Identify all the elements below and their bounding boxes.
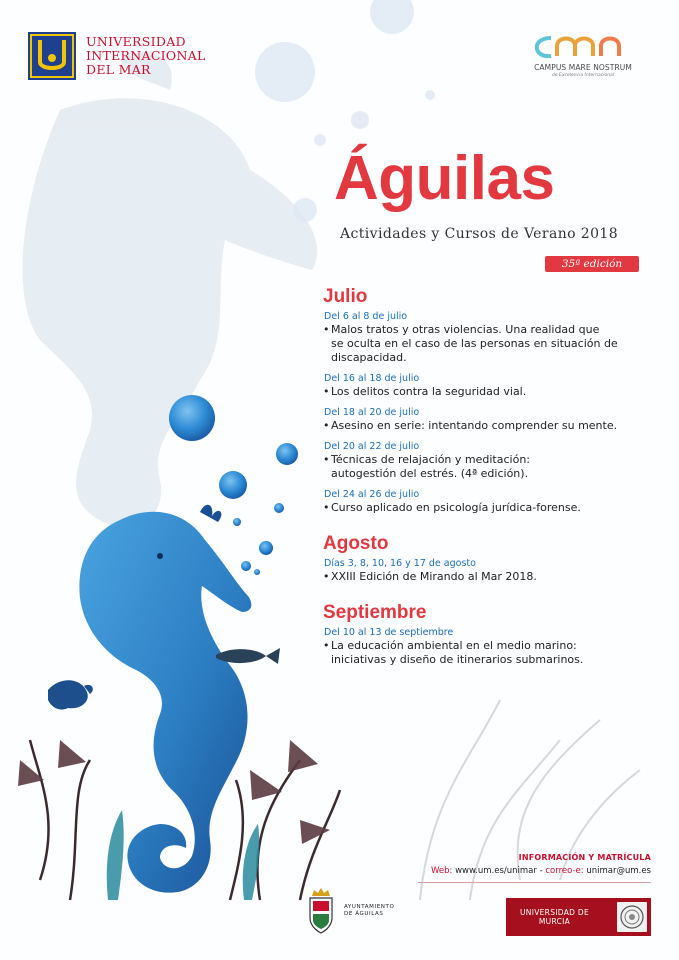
event-date: Del 20 al 22 de julio xyxy=(324,441,420,452)
event-title-line: iniciativas y diseño de itinerarios submarinos. xyxy=(331,653,584,666)
event-title: • Curso aplicado en psicología jurídica-forense. xyxy=(320,501,665,515)
ayuntamiento-line-1: AYUNTAMIENTO xyxy=(344,904,395,910)
event-item xyxy=(320,489,665,515)
unimar-emblem-icon xyxy=(28,32,76,80)
month-heading-septiembre: Septiembre xyxy=(323,602,427,623)
event-item xyxy=(320,373,665,399)
event-title-line: se oculta en el caso de las personas en situación de xyxy=(331,337,618,350)
campus-name: CAMPUS MARE NOSTRUM xyxy=(534,63,632,72)
ayuntamiento-name xyxy=(344,904,394,918)
ayuntamiento-logo xyxy=(306,888,394,934)
unimar-line-2: INTERNACIONAL xyxy=(86,48,206,63)
event-title-line: autogestión del estrés. (4ª edición). xyxy=(331,467,529,480)
event-title: • XXIII Edición de Mirando al Mar 2018. xyxy=(320,570,665,584)
email-label: correo-e: xyxy=(545,866,584,876)
event-title-line: • La educación ambiental en el medio marino: xyxy=(331,639,577,652)
turtle xyxy=(48,680,93,709)
edition-badge: 35ª edición xyxy=(545,256,639,272)
info-block xyxy=(431,853,651,876)
event-date: Del 10 al 13 de septiembre xyxy=(324,627,454,638)
program-list xyxy=(320,286,665,675)
event-title: • Asesino en serie: intentando comprender su mente. xyxy=(320,419,665,433)
unimar-name xyxy=(86,35,206,77)
ayuntamiento-line-2: DE ÁGUILAS xyxy=(344,911,384,917)
um-seal-icon xyxy=(617,902,647,932)
page-title: Águilas xyxy=(334,144,555,213)
event-title xyxy=(320,639,665,667)
campus-tagline: de Excelencia Internacional xyxy=(551,73,615,78)
event-item xyxy=(320,311,665,365)
ghost-seahorse xyxy=(23,52,318,528)
um-line-2: MURCIA xyxy=(538,917,571,926)
universidad-murcia-logo xyxy=(506,898,651,936)
event-item xyxy=(320,627,665,667)
email-link[interactable]: unimar@um.es xyxy=(586,866,651,876)
event-item xyxy=(320,441,665,481)
info-contact xyxy=(431,866,651,876)
event-date: Del 18 al 20 de julio xyxy=(324,407,420,418)
info-heading: INFORMACIÓN Y MATRÍCULA xyxy=(518,853,651,862)
um-line-1: UNIVERSIDAD DE xyxy=(520,908,590,917)
unimar-logo xyxy=(28,32,206,80)
event-item xyxy=(320,558,665,584)
event-title-line: • Malos tratos y otras violencias. Una realidad que xyxy=(331,323,600,336)
event-title: • Los delitos contra la seguridad vial. xyxy=(320,385,665,399)
event-date: Días 3, 8, 10, 16 y 17 de agosto xyxy=(324,558,476,569)
event-title xyxy=(320,323,665,365)
blue-seahorse xyxy=(79,505,251,893)
month-heading-agosto: Agosto xyxy=(323,533,389,554)
event-item xyxy=(320,407,665,433)
seal-icon xyxy=(619,904,645,930)
divider xyxy=(418,882,651,883)
unimar-line-1: UNIVERSIDAD xyxy=(86,34,186,49)
event-title-line: • Técnicas de relajación y meditación: xyxy=(331,453,530,466)
event-date: Del 24 al 26 de julio xyxy=(324,489,420,500)
web-label: Web: xyxy=(430,866,453,876)
coat-of-arms-icon xyxy=(306,888,336,934)
contact-separator: - xyxy=(539,866,546,876)
um-name xyxy=(506,908,589,926)
month-heading-julio: Julio xyxy=(323,286,368,307)
campus-mare-nostrum-logo xyxy=(523,34,643,78)
event-date: Del 16 al 18 de julio xyxy=(324,373,420,384)
event-date: Del 6 al 8 de julio xyxy=(324,311,408,322)
web-link[interactable]: www.um.es/unimar xyxy=(455,866,537,876)
event-title-line: discapacidad. xyxy=(331,351,407,364)
event-title xyxy=(320,453,665,481)
unimar-line-3: DEL MAR xyxy=(86,62,151,77)
cmn-logo-mark xyxy=(527,34,639,60)
page-subtitle: Actividades y Cursos de Verano 2018 xyxy=(340,226,619,242)
